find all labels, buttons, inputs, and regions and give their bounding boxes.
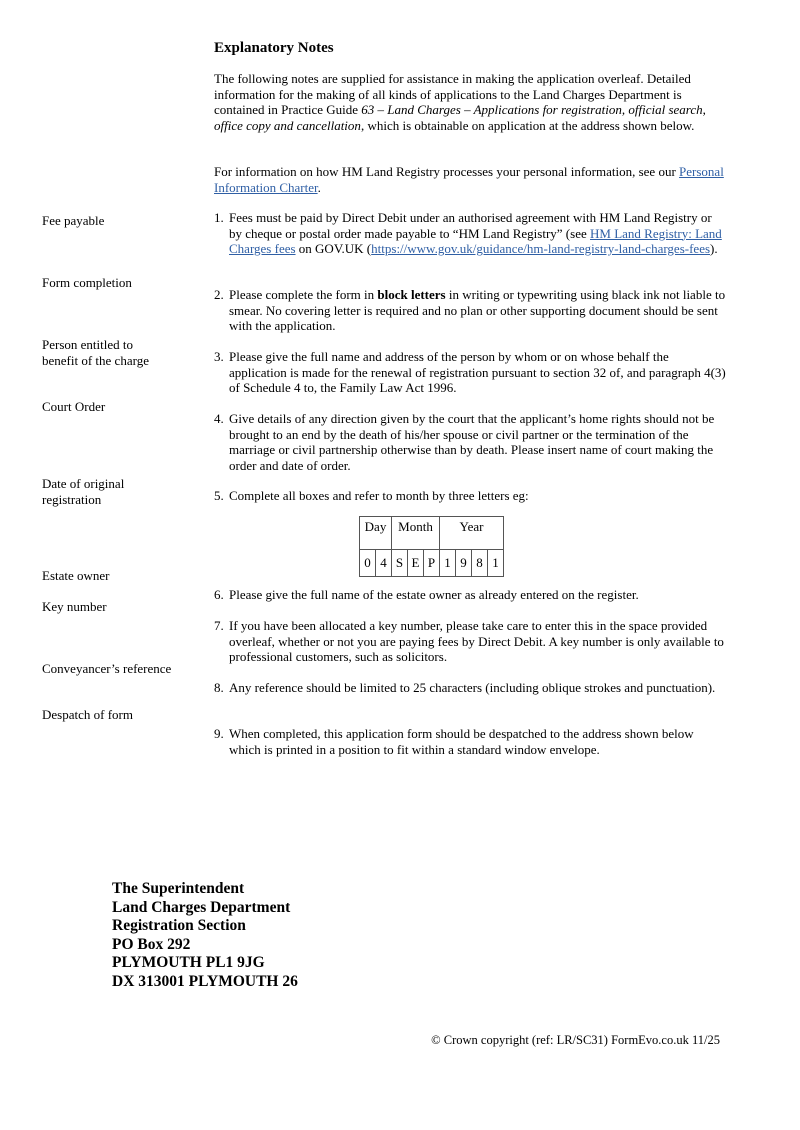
intro-text: The following notes are supplied for assistance in making the application overleaf. Detailed information for the making of all kinds of applications to the Land Charges Department is contained in Practice Guide bbox=[214, 71, 691, 117]
note-number: 6. bbox=[214, 587, 224, 602]
date-digit-row bbox=[360, 550, 504, 577]
despatch-address bbox=[112, 880, 298, 991]
land-charges-fees-link[interactable]: HM Land Registry: Land Charges fees bbox=[229, 225, 722, 256]
note-1-text bbox=[229, 210, 726, 257]
date-header-row bbox=[360, 517, 504, 550]
label-fee-payable: Fee payable bbox=[42, 213, 105, 228]
note-3-text: Please give the full name and address of the person by whom or on whose behalf the application is made for the renewal of registration pursuant to section 32 of, and paragraph 4(3) of Schedule 4 to, the Family Law Act 1996. bbox=[229, 349, 726, 395]
date-digit: 1 bbox=[440, 550, 456, 577]
note-number: 9. bbox=[214, 726, 224, 741]
note-number: 1. bbox=[214, 210, 224, 225]
note-6 bbox=[214, 587, 726, 603]
gov-uk-url-link[interactable]: https://www.gov.uk/guidance/hm-land-registry-land-charges-fees bbox=[371, 241, 711, 256]
address-line: PLYMOUTH PL1 9JG bbox=[112, 954, 265, 971]
note-2-end: in writing or typewriting using black ink not liable to smear. No covering letter is required and no plan or other supporting document should be sent with the application. bbox=[229, 287, 726, 333]
note-number: 4. bbox=[214, 411, 224, 426]
note-4-text: Give details of any direction given by the court that the applicant’s home rights should not be brought to an end by the death of his/her spouse or civil partner or the termination of the marriage or civil partnership otherwise than by death. Please insert name of court making the order and date of order. bbox=[229, 411, 715, 473]
note-3 bbox=[214, 349, 726, 396]
note-1-start: Fees must be paid by Direct Debit under an authorised agreement with HM Land Registry or by cheque or postal order made payable to “HM Land Registry” (see bbox=[229, 210, 712, 241]
label-form-completion: Form completion bbox=[42, 275, 132, 290]
note-6-text: Please give the full name of the estate owner as already entered on the register. bbox=[229, 587, 639, 602]
personal-information-charter-link[interactable]: Personal Information Charter bbox=[214, 164, 724, 195]
date-digit: 4 bbox=[376, 550, 392, 577]
label-date-line1: Date of original bbox=[42, 476, 125, 491]
label-date-original bbox=[42, 476, 202, 507]
page-title: Explanatory Notes bbox=[214, 40, 334, 56]
label-person-line1: Person entitled to bbox=[42, 337, 133, 352]
label-date-line2: registration bbox=[42, 491, 102, 507]
note-number: 2. bbox=[214, 287, 224, 302]
date-example-table bbox=[359, 516, 504, 577]
note-4 bbox=[214, 411, 726, 473]
note-2 bbox=[214, 287, 726, 334]
date-digit: E bbox=[408, 550, 424, 577]
block-letters-emphasis: block letters bbox=[377, 287, 446, 302]
note-5 bbox=[214, 488, 726, 504]
note-number: 8. bbox=[214, 680, 224, 695]
label-conveyancer-reference: Conveyancer’s reference bbox=[42, 661, 172, 676]
note-8-text: Any reference should be limited to 25 characters (including oblique strokes and punctuation). bbox=[229, 680, 716, 695]
label-person-line2: benefit of the charge bbox=[42, 352, 149, 368]
address-line: Registration Section bbox=[112, 917, 246, 934]
label-court-order: Court Order bbox=[42, 399, 106, 414]
note-5-text: Complete all boxes and refer to month by three letters eg: bbox=[229, 488, 529, 503]
date-digit: P bbox=[424, 550, 440, 577]
copyright-footer: © Crown copyright (ref: LR/SC31) FormEvo.co.uk 11/25 bbox=[431, 1033, 720, 1047]
note-number: 7. bbox=[214, 618, 224, 633]
label-key-number: Key number bbox=[42, 599, 107, 614]
intro-paragraph bbox=[214, 71, 726, 133]
note-9 bbox=[214, 726, 726, 757]
address-line: Land Charges Department bbox=[112, 898, 291, 916]
date-digit: 0 bbox=[360, 550, 376, 577]
date-digit: 1 bbox=[488, 550, 504, 577]
practice-guide-title: 63 – Land Charges – Applications for registration, official search, office copy and cancellation bbox=[214, 102, 706, 133]
note-9-text: When completed, this application form should be despatched to the address shown below which is printed in a position to fit within a standard window envelope. bbox=[229, 726, 694, 757]
note-7-text: If you have been allocated a key number, please take care to enter this in the space provided overleaf, whether or not you are paying fees by Direct Debit. A key number is only available to professional customers, such as solicitors. bbox=[229, 618, 724, 664]
privacy-text-end: . bbox=[317, 179, 321, 195]
privacy-paragraph bbox=[214, 164, 726, 195]
address-line: PO Box 292 bbox=[112, 935, 191, 953]
date-header-year: Year bbox=[440, 517, 504, 550]
date-header-month: Month bbox=[392, 517, 440, 550]
note-number: 3. bbox=[214, 349, 224, 364]
note-1-mid: on GOV.UK ( bbox=[295, 241, 372, 256]
note-number: 5. bbox=[214, 488, 224, 503]
address-line: DX 313001 PLYMOUTH 26 bbox=[112, 972, 298, 990]
date-digit: 9 bbox=[456, 550, 472, 577]
note-1-end: ). bbox=[710, 241, 718, 256]
note-2-text bbox=[229, 287, 726, 334]
date-digit: 8 bbox=[472, 550, 488, 577]
date-header-day: Day bbox=[360, 517, 392, 550]
privacy-text: For information on how HM Land Registry processes your personal information, see our bbox=[214, 164, 680, 179]
label-person-entitled bbox=[42, 337, 202, 368]
label-despatch: Despatch of form bbox=[42, 707, 133, 722]
intro-text-end: , which is obtainable on application at the address shown below. bbox=[360, 117, 695, 133]
note-2-start: Please complete the form in bbox=[229, 287, 378, 302]
note-8 bbox=[214, 680, 726, 696]
label-estate-owner: Estate owner bbox=[42, 568, 110, 583]
date-digit: S bbox=[392, 550, 408, 577]
address-line: The Superintendent bbox=[112, 880, 245, 897]
note-1 bbox=[214, 210, 726, 257]
note-7 bbox=[214, 618, 726, 665]
